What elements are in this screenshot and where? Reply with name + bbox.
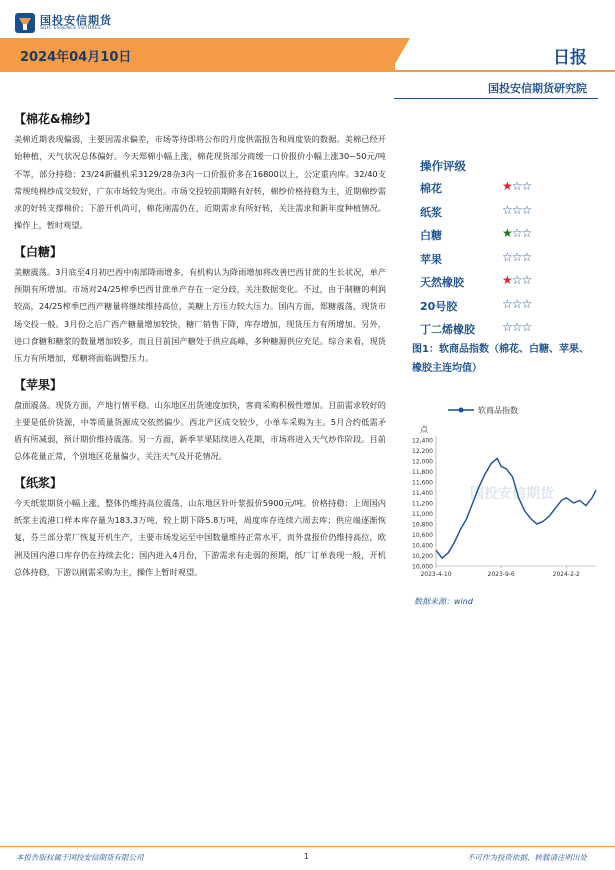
star-icon: ☆ xyxy=(521,320,532,334)
rating-stars xyxy=(502,320,531,334)
rating-stars xyxy=(502,179,531,193)
soft-commodity-index-chart xyxy=(402,398,602,588)
y-axis-unit: 点 xyxy=(420,425,428,434)
star-icon: ☆ xyxy=(521,273,532,287)
y-tick-label: 11,400 xyxy=(412,490,433,497)
section-paragraph: 美糖震荡。3月底至4月初巴西中南部降雨增多，有机构认为降雨增加将改善巴西甘蔗的生长状况，单产预期有所增加。市场对24/25榨季巴西甘蔗单产存在一定分歧，关注数据变化。不过，由于制糖的利润较高，24/25榨季巴西产糖量将继续维持高位，美糖上方压力较大压力。国内方面，郑糖震荡，现货市场交投一般。3月份之后广西产糖量增加较快，糖厂销售下降，库存增加，现货压力有所增加。另外，进口食糖和糖浆的数量增加较多，而且目前国产糖处于供应高峰，多种糖源供应充足。综合来看，现货压力有所增加，郑糖将面临调整压力。 xyxy=(14,266,386,364)
rating-commodity-name: 丁二烯橡胶 xyxy=(420,323,475,336)
y-tick-label: 12,400 xyxy=(412,437,433,445)
star-icon: ☆ xyxy=(521,249,532,264)
star-icon: ☆ xyxy=(511,179,522,193)
star-icon: ★ xyxy=(502,179,512,193)
rating-commodity-name: 天然橡胶 xyxy=(420,276,464,289)
rating-row xyxy=(420,298,590,322)
section-title: 【苹果】 xyxy=(14,377,63,392)
figure-title: 图1：软商品指数（棉花、白糖、苹果、橡胶主连均值） xyxy=(412,344,589,374)
footer-copyright: 本报告版权属于国投安信期货有限公司 xyxy=(16,853,144,862)
rating-row xyxy=(420,251,590,275)
legend-marker xyxy=(459,408,464,413)
rating-stars xyxy=(502,250,531,264)
star-icon: ★ xyxy=(502,226,512,240)
star-icon: ☆ xyxy=(502,202,512,217)
rating-row xyxy=(420,227,590,251)
rating-stars xyxy=(502,273,531,287)
y-tick-label: 10,000 xyxy=(412,563,433,571)
star-icon: ☆ xyxy=(511,273,522,287)
star-icon: ☆ xyxy=(521,179,532,193)
section-title: 【棉花&棉纱】 xyxy=(14,112,97,126)
y-tick-label: 12,200 xyxy=(412,448,433,455)
star-icon: ★ xyxy=(502,273,512,287)
rating-commodity-name: 白糖 xyxy=(420,229,442,242)
rating-commodity-name: 20号胶 xyxy=(420,299,458,313)
star-icon: ☆ xyxy=(521,202,532,217)
y-tick-label: 11,200 xyxy=(412,500,433,508)
commentary-column xyxy=(14,110,386,589)
section-paragraph: 今天纸浆期货小幅上涨，整体仍维持高位震荡，山东地区针叶浆报价5900元/吨。价格持稳：上周国内纸浆主流港口样本库存量为183.3万吨，较上期下降5.8万吨，周度库存连续六周去库；供应端逐渐恢复，芬兰部分浆厂恢复开机生产，主要市场发运至中国数量维持正常水平，而外盘报价仍维持高位，欧洲及国内港口库存仍在持续去化；国内进入4月份，下游需求有走弱的预期，纸厂订单表现一般，开机总体持稳，下游以刚需采购为主，操作上暂时观望。 xyxy=(14,497,386,577)
header-banner xyxy=(0,38,615,70)
rating-panel xyxy=(420,158,590,345)
rating-commodity-name: 苹果 xyxy=(420,252,442,266)
star-icon: ☆ xyxy=(511,202,522,217)
y-tick-label: 11,800 xyxy=(412,469,433,476)
star-icon: ☆ xyxy=(502,320,512,334)
rating-stars xyxy=(502,297,531,311)
company-logo xyxy=(14,10,164,36)
rating-row xyxy=(420,274,590,298)
star-icon: ☆ xyxy=(511,226,522,240)
star-icon: ☆ xyxy=(511,249,522,264)
star-icon: ☆ xyxy=(521,296,532,311)
institute-underline xyxy=(394,98,598,99)
rating-row xyxy=(420,180,590,204)
logo-en: SDIC ESSENCE FUTURES xyxy=(40,26,102,31)
section-paragraph: 盘面震荡。现货方面，产地行情平稳。山东地区出货速度加快，客商采购积极性增加。目前需求较好的主要是低价货源，中等质量货源成交依然偏少。西北产区成交较少，小单车采购为主。5月合约低需矛盾有所减弱，预计期价维持震荡。另一方面，新季苹果陆续进入花期，市场将进入天气炒作阶段。目前总体花量正常，个别地区花量偏少，关注天气及开花情况。 xyxy=(14,399,386,462)
star-icon: ☆ xyxy=(502,296,512,311)
y-tick-label: 10,600 xyxy=(412,532,433,539)
logo-mark-icon xyxy=(14,12,36,34)
report-date: 2024年04月10日 xyxy=(20,50,132,65)
section-title: 【白糖】 xyxy=(14,244,63,259)
x-tick-label: 2023-9-6 xyxy=(487,571,515,578)
institute-name: 国投安信期货研究院 xyxy=(488,82,587,95)
header-divider xyxy=(0,70,615,72)
report-type: 日报 xyxy=(553,48,587,68)
y-tick-label: 10,200 xyxy=(412,553,433,560)
legend-label: 软商品指数 xyxy=(478,406,518,415)
y-tick-label: 12,000 xyxy=(412,458,433,466)
star-icon: ☆ xyxy=(521,226,532,240)
figure-source: 数据来源：wind xyxy=(414,597,473,606)
section-paragraph: 美棉近期表现偏弱，主要因需求偏差，市场等待即将公布的月度供需报告和周度装的数据。美棉已经开始种植，天气状况总体偏好。今天郑棉小幅上涨，棉花现货部分商缓一口价报价小幅上涨30~50元/吨不等，部分持稳：23/24新疆机采3129/28杂3内一口价报价多在16800以上，公定重内库。32/40支常规纯棉纱成交较好，广东市场较为突出。市场交投较前期略有好转，棉纱价格持稳为主，近期棉纱需求的好转支撑棉价；下游开机尚可，棉花刚需仍在，近期需求有所好转，关注需求和新年度种植情况。操作上，暂时观望。 xyxy=(14,134,386,231)
series-line-soft-index xyxy=(436,458,596,558)
footer-disclaimer: 不可作为投资依据，转载请注明出处 xyxy=(467,853,587,862)
rating-stars xyxy=(502,226,531,240)
rating-row xyxy=(420,204,590,228)
x-tick-label: 2024-2-2 xyxy=(552,571,580,578)
y-tick-label: 10,400 xyxy=(412,542,433,550)
star-icon: ☆ xyxy=(502,249,512,264)
rating-title: 操作评级 xyxy=(420,159,466,173)
y-tick-label: 11,000 xyxy=(412,511,433,518)
y-tick-label: 11,600 xyxy=(412,479,433,487)
rating-commodity-name: 棉花 xyxy=(420,182,442,195)
rating-stars xyxy=(502,203,531,217)
watermark-text: 国投安信期货 xyxy=(470,486,554,502)
footer-divider xyxy=(0,846,615,847)
page-number: 1 xyxy=(304,852,309,861)
rating-commodity-name: 纸浆 xyxy=(420,205,442,219)
star-icon: ☆ xyxy=(511,320,522,334)
star-icon: ☆ xyxy=(511,296,522,311)
x-tick-label: 2023-4-10 xyxy=(420,571,452,578)
y-tick-label: 10,800 xyxy=(412,521,433,529)
section-title: 【纸浆】 xyxy=(14,475,63,490)
logo-cn: 国投安信期货 xyxy=(40,14,112,27)
